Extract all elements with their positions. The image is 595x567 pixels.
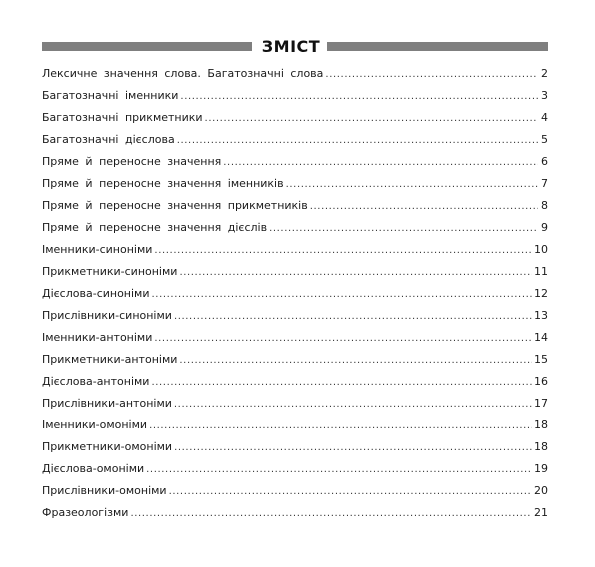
- dot-leader: [310, 201, 538, 212]
- toc-entry: [42, 392, 548, 414]
- toc-entry-page: 21: [534, 506, 548, 520]
- toc-entry-title: Пряме й переносне значення дієслів: [42, 221, 268, 235]
- toc-entry-page: 8: [541, 199, 548, 213]
- dot-leader: [179, 267, 532, 278]
- dot-leader: [154, 333, 532, 344]
- toc-entry: [42, 195, 548, 217]
- dot-leader: [286, 179, 538, 190]
- toc-entry-title: Пряме й переносне значення: [42, 155, 222, 169]
- dot-leader: [154, 245, 532, 256]
- toc-entry: [42, 239, 548, 261]
- toc-entry-page: 3: [541, 89, 548, 103]
- dot-leader: [146, 464, 532, 475]
- toc-entry-title: Прислівники-антоніми: [42, 396, 172, 410]
- toc-entry: [42, 260, 548, 282]
- toc-entry: [42, 63, 548, 85]
- toc-entry: [42, 480, 548, 502]
- toc-entry-page: 15: [534, 352, 548, 366]
- toc-entry-title: Дієслова-синоніми: [42, 286, 150, 300]
- dot-leader: [177, 135, 538, 146]
- toc-entry-title: Прикметники-омоніми: [42, 440, 173, 454]
- toc-entry-page: 4: [541, 111, 548, 125]
- header-rule-right: [327, 42, 548, 51]
- toc-entry-title: Іменники-синоніми: [42, 242, 153, 256]
- toc-entry-title: Дієслова-антоніми: [42, 374, 150, 388]
- dot-leader: [269, 223, 538, 234]
- toc-entry: [42, 173, 548, 195]
- toc-entry-page: 14: [534, 330, 548, 344]
- toc-entry-page: 11: [534, 264, 548, 278]
- toc-entry: [42, 436, 548, 458]
- dot-leader: [179, 355, 532, 366]
- toc-entry-page: 12: [534, 286, 548, 300]
- toc-entry-title: Пряме й переносне значення прикметників: [42, 199, 308, 213]
- toc-entry-page: 13: [534, 308, 548, 322]
- toc-entry-page: 17: [534, 396, 548, 410]
- toc-entry: [42, 151, 548, 173]
- dot-leader: [205, 113, 538, 124]
- toc-entry-title: Прикметники-антоніми: [42, 352, 178, 366]
- contents-header: [42, 36, 548, 58]
- toc-entry: [42, 217, 548, 239]
- toc-entry-title: Прислівники-омоніми: [42, 484, 167, 498]
- toc-entry-page: 16: [534, 374, 548, 388]
- toc-entry-page: 10: [534, 242, 548, 256]
- dot-leader: [174, 442, 532, 453]
- toc-entry: [42, 107, 548, 129]
- toc-entry-title: Багатозначні дієслова: [42, 133, 175, 147]
- toc-entry-title: Багатозначні прикметники: [42, 111, 203, 125]
- toc-entry: [42, 282, 548, 304]
- dot-leader: [325, 69, 538, 80]
- toc-entry: [42, 502, 548, 524]
- toc-entry-page: 7: [541, 177, 548, 191]
- toc-entry: [42, 85, 548, 107]
- dot-leader: [149, 420, 532, 431]
- dot-leader: [152, 289, 532, 300]
- contents-title: ЗМІСТ: [261, 37, 321, 56]
- toc-entry: [42, 458, 548, 480]
- toc-entry-title: Прислівники-синоніми: [42, 308, 172, 322]
- dot-leader: [169, 486, 532, 497]
- toc-entry-page: 2: [541, 67, 548, 81]
- toc-entry: [42, 348, 548, 370]
- toc-entry-title: Дієслова-омоніми: [42, 462, 145, 476]
- dot-leader: [174, 399, 532, 410]
- toc-entry: [42, 370, 548, 392]
- header-rule-left: [42, 42, 252, 51]
- dot-leader: [174, 311, 532, 322]
- toc-entry-title: Лексичне значення слова. Багатозначні слова: [42, 67, 324, 81]
- dot-leader: [180, 91, 538, 102]
- table-of-contents: [42, 63, 548, 524]
- toc-entry-title: Іменники-антоніми: [42, 330, 153, 344]
- toc-entry-page: 6: [541, 155, 548, 169]
- dot-leader: [223, 157, 538, 168]
- dot-leader: [151, 377, 532, 388]
- toc-entry: [42, 326, 548, 348]
- toc-entry-title: Фразеологізми: [42, 506, 129, 520]
- toc-entry-page: 18: [534, 440, 548, 454]
- toc-entry-page: 9: [541, 221, 548, 235]
- toc-entry-page: 19: [534, 462, 548, 476]
- toc-entry-title: Багатозначні іменники: [42, 89, 179, 103]
- toc-entry-title: Пряме й переносне значення іменників: [42, 177, 284, 191]
- toc-entry-page: 20: [534, 484, 548, 498]
- toc-entry: [42, 414, 548, 436]
- toc-entry-title: Іменники-омоніми: [42, 418, 148, 432]
- toc-entry: [42, 304, 548, 326]
- toc-entry-page: 5: [541, 133, 548, 147]
- toc-entry: [42, 129, 548, 151]
- toc-entry-title: Прикметники-синоніми: [42, 264, 178, 278]
- dot-leader: [130, 508, 532, 519]
- toc-entry-page: 18: [534, 418, 548, 432]
